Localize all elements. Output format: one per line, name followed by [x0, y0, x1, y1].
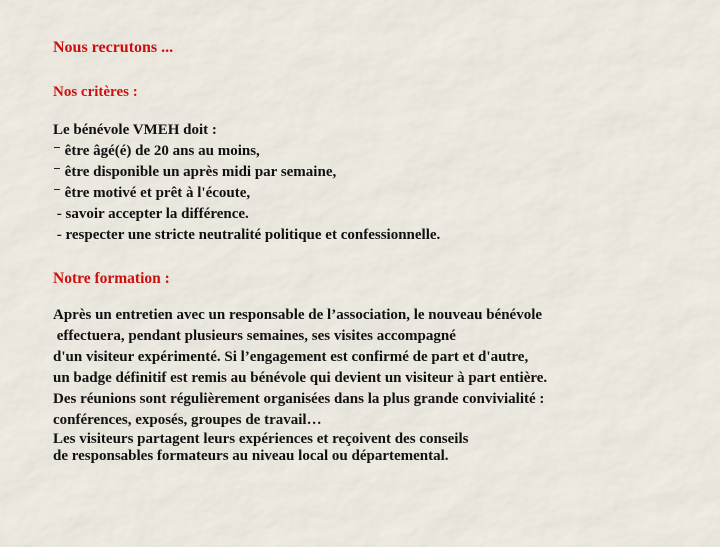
criteria-line: - savoir accepter la différence.	[53, 206, 249, 222]
formation-paragraph	[53, 305, 547, 465]
criteria-line: Le bénévole VMEH doit :	[53, 122, 217, 138]
formation-line: Les visiteurs partagent leurs expériences et reçoivent des conseils	[53, 431, 469, 447]
formation-line: de responsables formateurs au niveau local ou départemental.	[53, 448, 449, 464]
criteria-line: - respecter une stricte neutralité politique et confessionnelle.	[53, 227, 441, 243]
criteria-line: ⁻ être disponible un après midi par semaine,	[53, 164, 337, 180]
criteria-line: ⁻ être motivé et prêt à l'écoute,	[53, 185, 251, 201]
formation-line: Des réunions sont régulièrement organisées dans la plus grande convivialité :	[53, 391, 545, 407]
formation-line: effectuera, pendant plusieurs semaines, ses visites accompagné	[53, 328, 456, 344]
formation-line: conférences, exposés, groupes de travail…	[53, 412, 322, 428]
criteria-list	[53, 120, 440, 246]
page-title: Nous recrutons ...	[53, 39, 174, 56]
formation-line: Après un entretien avec un responsable de l’association, le nouveau bénévole	[53, 307, 543, 323]
formation-line: un badge définitif est remis au bénévole qui devient un visiteur à part entière.	[53, 370, 548, 386]
formation-heading: Notre formation :	[53, 270, 170, 287]
formation-line: d'un visiteur expérimenté. Si l’engagement est confirmé de part et d'autre,	[53, 349, 529, 365]
criteria-heading: Nos critères :	[53, 84, 138, 100]
criteria-line: ⁻ être âgé(é) de 20 ans au moins,	[53, 143, 260, 159]
